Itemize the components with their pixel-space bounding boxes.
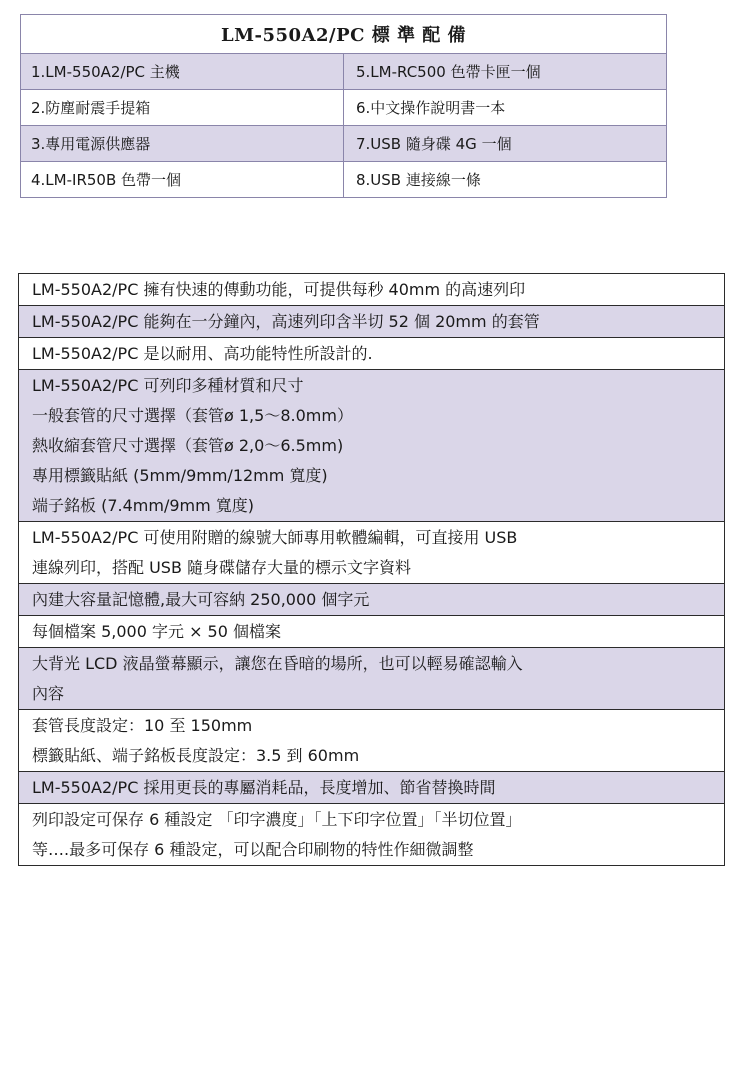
feature-line: 大背光 LCD 液晶螢幕顯示，讓您在昏暗的場所，也可以輕易確認輸入 [32,654,523,673]
feature-line: LM-550A2/PC 擁有快速的傳動功能，可提供每秒 40mm 的高速列印 [32,280,526,299]
table-row [21,162,667,198]
table-title: LM-550A2/PC 標 準 配 備 [21,15,667,54]
feature-line: 一般套管的尺寸選擇（套管ø 1,5～8.0mm） [32,406,353,425]
feature-row [19,647,724,709]
table-cell: 1.LM-550A2/PC 主機 [21,54,344,90]
feature-line: LM-550A2/PC 採用更長的專屬消耗品，長度增加、節省替換時間 [32,778,496,797]
feature-line: 專用標籤貼紙 (5mm/9mm/12mm 寬度) [32,466,328,485]
feature-row [19,709,724,771]
feature-row [19,521,724,583]
table-cell: 7.USB 隨身碟 4G 一個 [344,126,667,162]
feature-line: LM-550A2/PC 是以耐用、高功能特性所設計的. [32,344,373,363]
feature-line: 列印設定可保存 6 種設定 「印字濃度」「上下印字位置」「半切位置」 [32,810,522,829]
table-cell: 3.專用電源供應器 [21,126,344,162]
table-header-row [21,15,667,54]
table-cell: 8.USB 連接線一條 [344,162,667,198]
feature-line: 套管長度設定：10 至 150mm [32,716,253,735]
table-cell: 6.中文操作說明書一本 [344,90,667,126]
feature-row [19,803,724,865]
feature-row [19,274,724,305]
feature-row [19,369,724,521]
feature-row [19,771,724,803]
feature-line: 內容 [32,684,65,703]
feature-line: 內建大容量記憶體,最大可容納 250,000 個字元 [32,590,370,609]
feature-line: 等….最多可保存 6 種設定，可以配合印刷物的特性作細微調整 [32,840,474,859]
table-cell: 4.LM-IR50B 色帶一個 [21,162,344,198]
feature-line: LM-550A2/PC 可使用附贈的線號大師專用軟體編輯，可直接用 USB [32,528,518,547]
feature-row [19,337,724,369]
feature-line: 連線列印，搭配 USB 隨身碟儲存大量的標示文字資料 [32,558,412,577]
feature-line: 熱收縮套管尺寸選擇（套管ø 2,0～6.5mm) [32,436,344,455]
feature-line: 每個檔案 5,000 字元 × 50 個檔案 [32,622,282,641]
table-cell: 2.防塵耐震手提箱 [21,90,344,126]
feature-line: 標籤貼紙、端子銘板長度設定：3.5 到 60mm [32,746,360,765]
feature-line: LM-550A2/PC 能夠在一分鐘內，高速列印含半切 52 個 20mm 的套管 [32,312,540,331]
feature-row [19,305,724,337]
standard-equipment-table [20,14,667,198]
feature-line: 端子銘板 (7.4mm/9mm 寬度) [32,496,255,515]
table-row [21,126,667,162]
feature-row [19,583,724,615]
feature-line: LM-550A2/PC 可列印多種材質和尺寸 [32,376,304,395]
feature-row [19,615,724,647]
table-row [21,54,667,90]
table-row [21,90,667,126]
table-cell: 5.LM-RC500 色帶卡匣一個 [344,54,667,90]
feature-list [18,273,725,866]
